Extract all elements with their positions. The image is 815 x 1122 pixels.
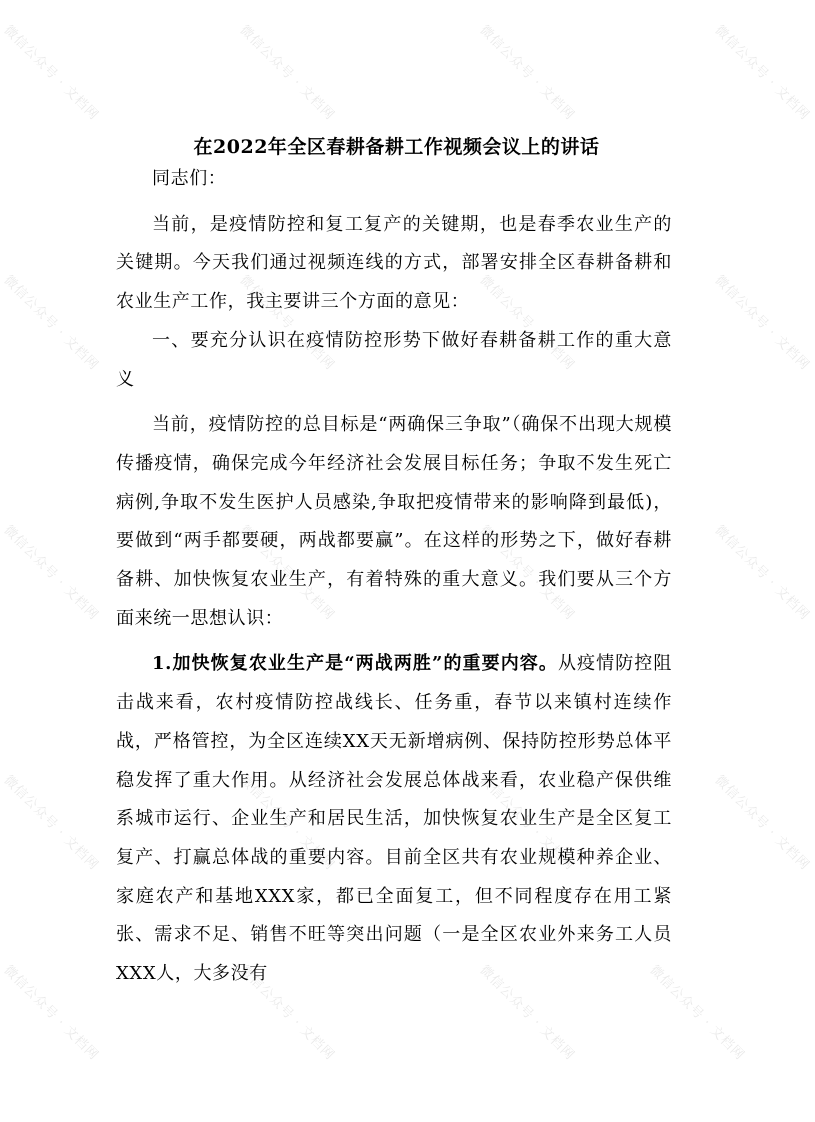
watermark: 微信公众号 · 文档网	[711, 772, 813, 874]
watermark: 微信公众号 · 文档网	[236, 22, 338, 124]
watermark: 微信公众号 · 文档网	[646, 962, 748, 1064]
salutation: 同志们：	[152, 168, 227, 189]
watermark: 微信公众号 · 文档网	[0, 962, 102, 1064]
watermark: 微信公众号 · 文档网	[0, 522, 102, 624]
watermark: 微信公众号 · 文档网	[476, 962, 578, 1064]
watermark: 微信公众号 · 文档网	[711, 522, 813, 624]
paragraph: 当前，是疫情防控和复工复产的关键期，也是春季农业生产的关键期。今天我们通过视频连线的方式，部署安排全区春耕备耕和农业生产工作，我主要讲三个方面的意见：	[116, 213, 672, 313]
watermark: 微信公众号 · 文档网	[0, 22, 102, 124]
watermark: 微信公众号 · 文档网	[711, 22, 813, 124]
watermark: 微信公众号 · 文档网	[236, 522, 338, 624]
watermark: 微信公众号 · 文档网	[236, 772, 338, 874]
watermark: 微信公众号 · 文档网	[236, 272, 338, 374]
point-body: 从疫情防控阻击战来看，农村疫情防控战线长、任务重，春节以来镇村连续作战，严格管控，为全区连续XX天无新增病例、保持防控形势总体平稳发挥了重大作用。从经济社会发展总体战来看，农业稳产保供维系城市运行、企业生产和居民生活，加快恢复农业生产是全区复工复产、打赢总体战的重要内容。目前全区共有农业规模种养企业、家庭农产和基地XXX家，都已全面复工，但不同程度存在用工紧张、需求不足、销售不旺等突出问题（一是全区农业外来务工人员XXX人，大多没有	[116, 653, 672, 985]
paragraph: 当前，疫情防控的总目标是“两确保三争取”（确保不出现大规模传播疫情，确保完成今年经济社会发展目标任务；争取不发生死亡病例,争取不发生医护人员感染,争取把疫情带来的影响降到最低)，要做到“两手都要硬，两战都要赢”。在这样的形势之下，做好春耕备耕、加快恢复农业生产，有着特殊的重大意义。我们要从三个方面来统一思想认识：	[116, 414, 672, 629]
document-title: 在2022年全区春耕备耕工作视频会议上的讲话	[193, 136, 600, 158]
watermark: 微信公众号 · 文档网	[236, 962, 338, 1064]
watermark: 微信公众号 · 文档网	[711, 272, 813, 374]
watermark: 微信公众号 · 文档网	[0, 272, 102, 374]
watermark: 微信公众号 · 文档网	[476, 272, 578, 374]
watermark: 微信公众号 · 文档网	[0, 772, 102, 874]
document-body	[116, 160, 672, 994]
section-heading: 一、要充分认识在疫情防控形势下做好春耕备耕工作的重大意义	[116, 329, 672, 390]
point-paragraph	[116, 645, 672, 993]
watermark: 微信公众号 · 文档网	[476, 22, 578, 124]
watermark: 微信公众号 · 文档网	[476, 772, 578, 874]
watermark: 微信公众号 · 文档网	[476, 522, 578, 624]
point-heading: 1.加快恢复农业生产是“两战两胜”的重要内容。	[152, 653, 558, 675]
